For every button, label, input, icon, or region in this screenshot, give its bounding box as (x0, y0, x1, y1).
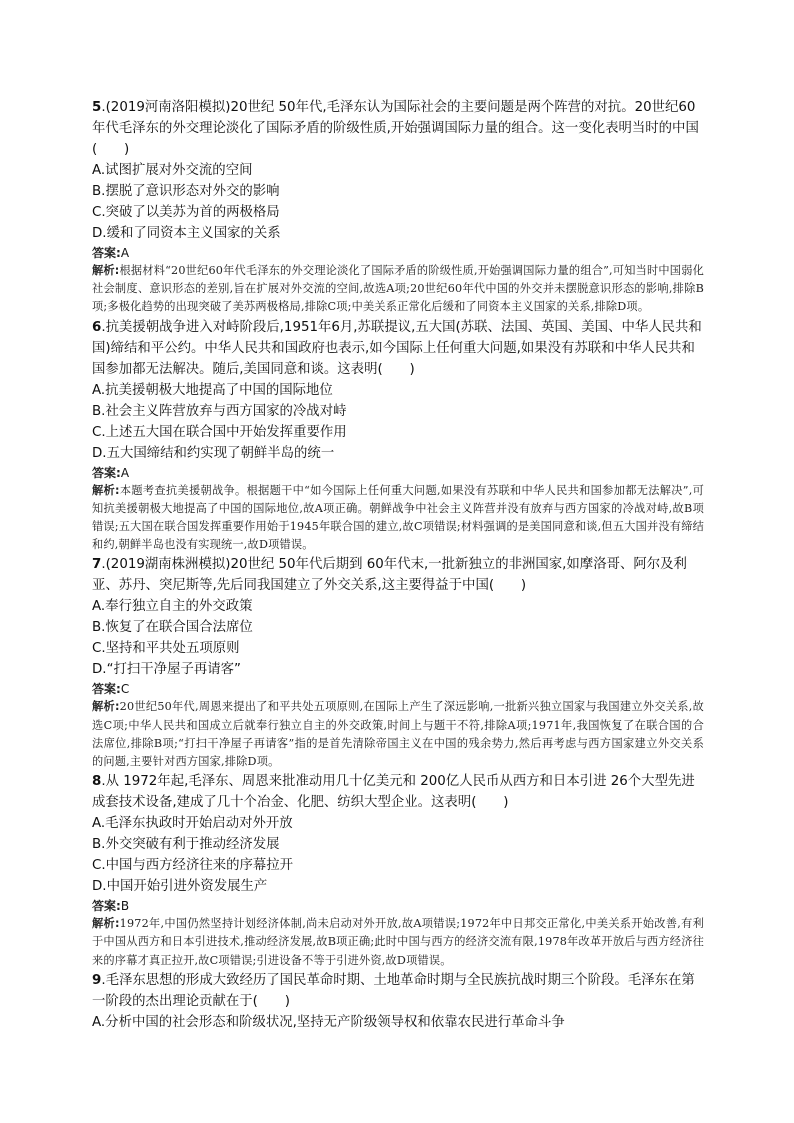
option-c: C.坚持和平共处五项原则 (92, 641, 240, 657)
option-a: A.分析中国的社会形态和阶级状况,坚持无产阶级领导权和依靠农民进行革命斗争 (92, 1014, 565, 1030)
explanation (92, 698, 704, 771)
question-text: .抗美援朝战争进入对峙阶段后,1951年6月,苏联提议,五大国(苏联、法国、英国、美国、中华人民共和国)缔结和平公约。中华人民共和国政府也表示,如今国际上任何重大问题,如果没有苏联和中华人民共和国参加都无法解决。随后,美国同意和谈。这表明( ) (92, 319, 702, 377)
explanation-text: 根据材料“20世纪60年代毛泽东的外交理论淡化了国际矛盾的阶级性质,开始强调国际力量的组合”,可知当时中国弱化社会制度、意识形态的差别,旨在扩展对外交流的空间,故选A项;20世纪60年代中国的外交并未摆脱意识形态的影响,排除B项;多极化趋势的出现突破了美苏两极格局,排除C项;中美关系正常化后缓和了同资本主义国家的关系,排除D项。 (92, 264, 704, 314)
question-9 (92, 970, 704, 1033)
question-stem (92, 771, 704, 813)
question-8 (92, 771, 704, 970)
option-b: B.摆脱了意识形态对外交的影响 (92, 184, 280, 199)
question-number: 6 (92, 319, 102, 335)
option-d: D.“打扫干净屋子再请客” (92, 662, 241, 678)
option-b: B.恢复了在联合国合法席位 (92, 620, 253, 636)
question-text: .毛泽东思想的形成大致经历了国民革命时期、土地革命时期与全民族抗战时期三个阶段。毛泽东在第一阶段的杰出理论贡献在于( ) (92, 972, 695, 1009)
explanation-text: 1972年,中国仍然坚持计划经济体制,尚未启动对外开放,故A项错误;1972年中日邦交正常化,中美关系开始改善,有利于中国从西方和日本引进技术,推动经济发展,故B项正确;此时中国与西方的经济交流有限,1978年改革开放后与西方经济往来的序幕才真正拉开,故C项错误;引进设备不等于引进外资,故D项错误。 (92, 917, 704, 967)
option-a: A.奉行独立自主的外交政策 (92, 599, 253, 615)
document-page (92, 97, 704, 1033)
option-c: C.上述五大国在联合国中开始发挥重要作用 (92, 424, 347, 440)
answer-value: C (120, 682, 130, 697)
question-text: .(2019河南洛阳模拟)20世纪 50年代,毛泽东认为国际社会的主要问题是两个阵营的对抗。20世纪60年代毛泽东的外交理论淡化了国际矛盾的阶级性质,开始强调国际力量的组合。这一变化表明当时的中国( ) (92, 100, 699, 157)
answer-label: 答案: (92, 246, 121, 260)
question-number: 8 (92, 774, 102, 790)
answer-label: 答案: (92, 682, 121, 697)
option-a: A.试图扩展对外交流的空间 (92, 163, 253, 178)
option-c: C.中国与西方经济往来的序幕拉开 (92, 858, 294, 874)
question-number: 5 (92, 100, 102, 115)
option-a: A.抗美援朝极大地提高了中国的国际地位 (92, 382, 333, 398)
answer-line (92, 897, 704, 915)
explanation-label: 解析: (92, 483, 120, 497)
option-b: B.外交突破有利于推动经济发展 (92, 837, 280, 853)
explanation-label: 解析: (92, 264, 120, 277)
answer-label: 答案: (92, 465, 121, 480)
answer-label: 答案: (92, 899, 121, 914)
answer-line (92, 680, 704, 698)
option-c: C.突破了以美苏为首的两极格局 (92, 205, 280, 220)
question-stem (92, 97, 704, 160)
option-d: D.五大国缔结和约实现了朝鲜半岛的统一 (92, 445, 335, 461)
explanation-text: 本题考查抗美援朝战争。根据题干中“如今国际上任何重大问题,如果没有苏联和中华人民共和国参加都无法解决”,可知抗美援朝极大地提高了中国的国际地位,故A项正确。朝鲜战争中社会主义阵营并没有放弃与西方国家的冷战对峙,故B项错误;五大国在联合国发挥重要作用始于1945年联合国的建立,故C项错误;材料强调的是美国同意和谈,但五大国并没有缔结和约,朝鲜半岛也没有实现统一,故D项错误。 (92, 483, 704, 552)
explanation (92, 482, 704, 555)
answer-line (92, 244, 704, 262)
question-stem (92, 554, 704, 596)
question-5 (92, 97, 704, 317)
question-6 (92, 317, 704, 555)
question-number: 9 (92, 972, 102, 988)
question-7 (92, 554, 704, 771)
answer-value: A (120, 246, 130, 260)
question-stem (92, 317, 704, 380)
question-number: 7 (92, 557, 102, 573)
answer-value: B (120, 899, 130, 914)
option-b: B.社会主义阵营放弃与西方国家的冷战对峙 (92, 403, 347, 419)
question-text: .从 1972年起,毛泽东、周恩来批准动用几十亿美元和 200亿人民币从西方和日本引进 26个大型先进成套技术设备,建成了几十个冶金、化肥、纺织大型企业。这表明( ) (92, 774, 695, 811)
answer-line (92, 464, 704, 482)
explanation-text: 20世纪50年代,周恩来提出了和平共处五项原则,在国际上产生了深远影响,一批新兴独立国家与我国建立外交关系,故选C项;中华人民共和国成立后就奉行独立自主的外交政策,时间上与题干不符,排除A项;1971年,我国恢复了在联合国的合法席位,排除B项;“打扫干净屋子再请客”指的是首先清除帝国主义在中国的残余势力,然后再考虑与西方国家建立外交关系的问题,主要针对西方国家,排除D项。 (92, 700, 704, 769)
explanation-label: 解析: (92, 700, 120, 714)
option-d: D.中国开始引进外资发展生产 (92, 879, 268, 895)
question-text: .(2019湖南株洲模拟)20世纪 50年代后期到 60年代末,一批新独立的非洲国家,如摩洛哥、阿尔及利亚、苏丹、突尼斯等,先后同我国建立了外交关系,这主要得益于中国( ) (92, 557, 687, 594)
option-a: A.毛泽东执政时开始启动对外开放 (92, 816, 293, 832)
question-stem (92, 970, 704, 1012)
explanation-label: 解析: (92, 917, 120, 931)
explanation (92, 262, 704, 317)
explanation (92, 915, 704, 970)
answer-value: A (120, 465, 130, 480)
option-d: D.缓和了同资本主义国家的关系 (92, 226, 281, 241)
